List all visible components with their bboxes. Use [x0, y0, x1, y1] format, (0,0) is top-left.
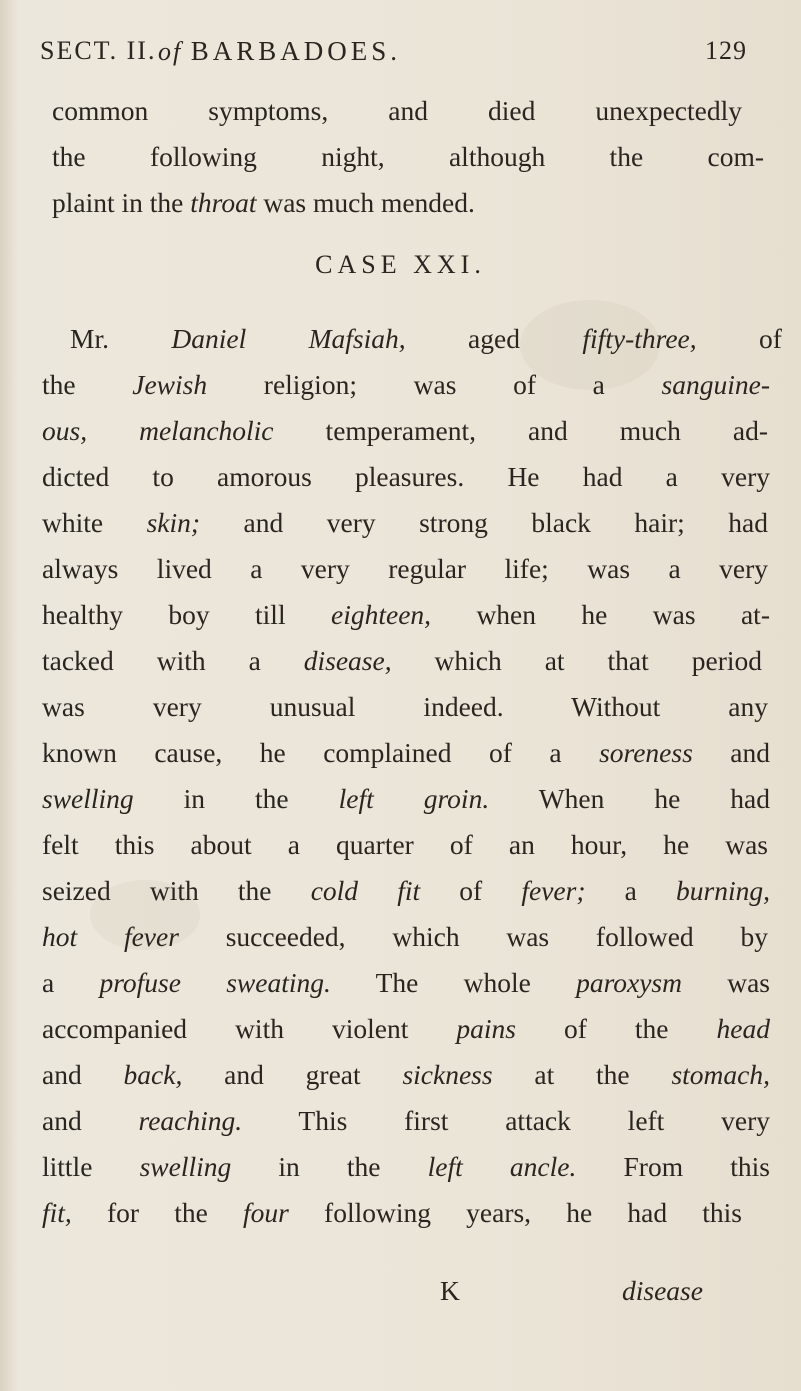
text-line	[42, 822, 768, 868]
text-italic: Jewish	[132, 369, 208, 400]
text-run: at the	[492, 1059, 672, 1090]
text-italic: left groin.	[338, 783, 490, 814]
text-italic: disease,	[303, 645, 392, 676]
text-run: in the	[231, 1151, 428, 1182]
text-run: a	[585, 875, 677, 906]
text-run: was	[681, 967, 770, 998]
section-label: SECT. II.	[40, 36, 157, 65]
text-run: and	[42, 1059, 124, 1090]
text-italic: swelling	[42, 783, 134, 814]
text-line	[42, 730, 770, 776]
text-run: white	[42, 507, 147, 538]
text-run: seized with the	[42, 875, 311, 906]
text-run: and great	[182, 1059, 403, 1090]
text-run: common	[52, 95, 209, 126]
text-line	[42, 592, 770, 638]
text-run: religion; was of a	[207, 369, 662, 400]
catchword: disease	[622, 1275, 703, 1306]
text-run: the	[42, 369, 133, 400]
text-italic: left ancle.	[427, 1151, 577, 1182]
text-run: symptoms, and died unexpectedly	[208, 95, 742, 126]
text-run: plaint in the	[52, 187, 191, 218]
text-line	[42, 960, 770, 1006]
text-line	[42, 546, 768, 592]
text-italic: swelling	[139, 1151, 232, 1182]
title-place: BARBADOES.	[190, 36, 402, 66]
text-line	[42, 362, 770, 408]
text-line	[42, 1190, 742, 1236]
text-run: accompanied with violent	[42, 1013, 457, 1044]
text-line	[42, 684, 768, 730]
text-run: From this	[576, 1151, 770, 1182]
text-run: Mr.	[70, 323, 172, 354]
text-italic: fit,	[42, 1197, 72, 1228]
text-line	[42, 1052, 770, 1098]
text-italic: burning,	[676, 875, 770, 906]
text-italic: Daniel Mafsiah,	[171, 323, 406, 354]
text-line	[42, 638, 762, 684]
text-italic: eighteen,	[331, 599, 432, 630]
text-italic: hot fever	[42, 921, 179, 952]
catchline	[0, 1275, 801, 1321]
text-run: temperament, and much ad-	[273, 415, 768, 446]
text-line	[42, 868, 770, 914]
text-run: This first attack left very	[242, 1105, 770, 1136]
text-line	[52, 134, 764, 180]
text-run: a	[42, 967, 100, 998]
text-line	[42, 408, 768, 454]
text-italic: stomach,	[671, 1059, 770, 1090]
text-run: dicted to amorous pleasures. He had a very	[42, 461, 770, 492]
text-run: in the	[133, 783, 339, 814]
text-italic: cold fit	[310, 875, 421, 906]
text-line	[42, 1006, 770, 1052]
text-line	[52, 180, 777, 226]
text-italic: head	[716, 1013, 770, 1044]
text-italic: sickness	[402, 1059, 493, 1090]
text-run: always lived a very regular life; was a very	[42, 553, 768, 584]
title-of: of	[158, 37, 183, 66]
text-run: of the	[515, 1013, 717, 1044]
text-line	[42, 1144, 770, 1190]
text-run: healthy boy till	[42, 599, 331, 630]
text-italic: ous, melancholic	[42, 415, 274, 446]
text-line	[42, 776, 770, 822]
text-run: was much mended.	[256, 187, 475, 218]
text-italic: fever;	[521, 875, 586, 906]
text-italic: soreness	[599, 737, 693, 768]
text-run: which at that period	[391, 645, 762, 676]
text-italic: skin;	[146, 507, 201, 538]
text-italic: paroxysm	[576, 967, 682, 998]
text-run: for the	[71, 1197, 244, 1228]
text-italic: back,	[123, 1059, 183, 1090]
text-run: little	[42, 1151, 140, 1182]
binding-shadow	[0, 0, 18, 1391]
text-run: was very unusual indeed. Without any	[42, 691, 768, 722]
text-line	[42, 454, 770, 500]
text-italic: sanguine-	[661, 369, 770, 400]
text-run: and	[42, 1105, 139, 1136]
running-header	[40, 36, 765, 76]
text-italic: pains	[456, 1013, 516, 1044]
text-run: and very strong black hair; had	[200, 507, 768, 538]
signature-mark: K	[440, 1275, 460, 1306]
text-run: of	[420, 875, 522, 906]
text-run: when he was at-	[431, 599, 770, 630]
text-run: and	[692, 737, 770, 768]
text-italic: fifty-three,	[582, 323, 697, 354]
text-run: tacked with a	[42, 645, 304, 676]
case-title: CASE XXI.	[315, 250, 486, 279]
text-italic: reaching.	[138, 1105, 243, 1136]
running-title	[158, 36, 401, 67]
text-line	[42, 500, 768, 546]
text-italic: throat	[190, 187, 257, 218]
text-run: of	[696, 323, 782, 354]
text-run: known cause, he complained of a	[42, 737, 600, 768]
text-run: felt this about a quarter of an hour, he was	[42, 829, 768, 860]
text-line	[42, 914, 768, 960]
text-line	[70, 316, 782, 362]
text-run: following years, he had this	[288, 1197, 742, 1228]
text-italic: profuse sweating.	[99, 967, 331, 998]
page-number: 129	[705, 36, 747, 65]
text-run: When he had	[489, 783, 770, 814]
text-run: the following night, although the com-	[52, 141, 764, 172]
text-line	[52, 88, 742, 134]
text-run: succeeded, which was followed by	[178, 921, 768, 952]
text-line	[42, 1098, 770, 1144]
text-run: aged	[405, 323, 583, 354]
text-run: The whole	[330, 967, 577, 998]
text-italic: four	[243, 1197, 289, 1228]
